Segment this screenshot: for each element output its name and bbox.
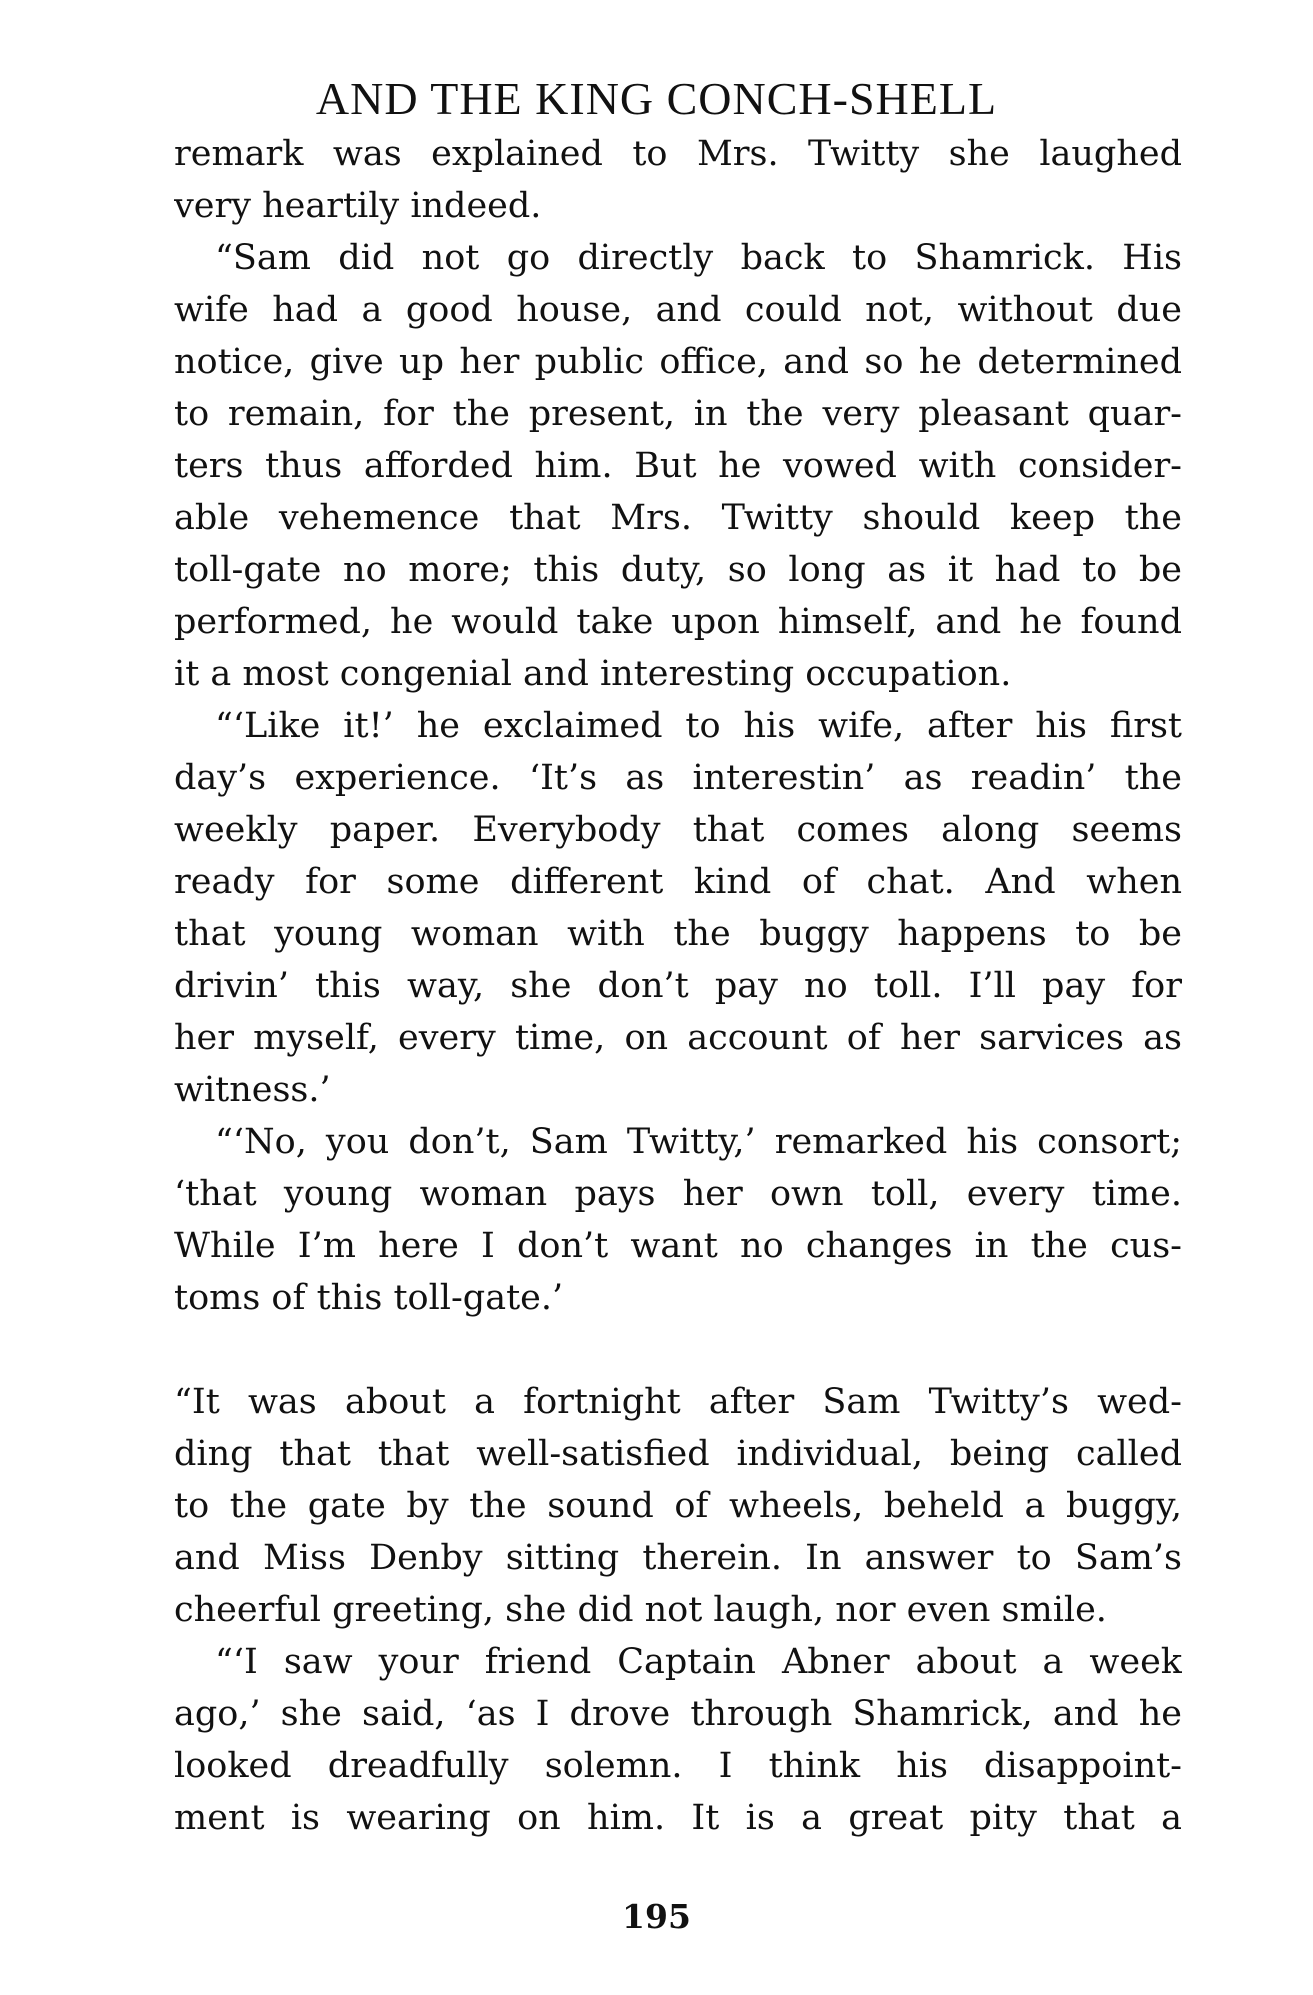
text-line: weekly paper. Everybody that comes along seems	[174, 810, 1182, 850]
text-line: ment is wearing on him. It is a great pity that a	[174, 1798, 1182, 1838]
text-line: While I’m here I don’t want no changes in the cus-	[174, 1226, 1182, 1266]
text-line: “It was about a fortnight after Sam Twitty’s wed-	[174, 1382, 1182, 1422]
text-line: toms of this toll-gate.’	[174, 1278, 564, 1318]
text-line: her myself, every time, on account of her sarvices as	[174, 1018, 1182, 1058]
text-line: “Sam did not go directly back to Shamrick. His	[215, 238, 1182, 278]
text-line: ‘that young woman pays her own toll, every time.	[174, 1174, 1182, 1214]
section-break	[174, 1324, 1182, 1376]
running-head: AND THE KING CONCH-SHELL	[315, 73, 998, 124]
text-line: to the gate by the sound of wheels, beheld a buggy,	[174, 1486, 1182, 1526]
text-line: that young woman with the buggy happens to be	[174, 914, 1182, 954]
text-line: wife had a good house, and could not, without due	[174, 290, 1182, 330]
text-line: witness.’	[174, 1070, 331, 1110]
text-line: it a most congenial and interesting occupation.	[174, 654, 1012, 694]
text-line: and Miss Denby sitting therein. In answer to Sam’s	[174, 1538, 1182, 1578]
text-line: cheerful greeting, she did not laugh, nor even smile.	[174, 1590, 1107, 1630]
text-line: able vehemence that Mrs. Twitty should keep the	[174, 498, 1182, 538]
text-line: to remain, for the present, in the very pleasant quar-	[174, 394, 1182, 434]
text-line: drivin’ this way, she don’t pay no toll. I’ll pay for	[174, 966, 1182, 1006]
text-line: notice, give up her public office, and so he determined	[174, 342, 1182, 382]
text-line: remark was explained to Mrs. Twitty she laughed	[174, 134, 1182, 174]
text-line: very heartily indeed.	[174, 186, 542, 226]
text-line: ago,’ she said, ‘as I drove through Shamrick, and he	[174, 1694, 1182, 1734]
text-line: toll-gate no more; this duty, so long as it had to be	[174, 550, 1182, 590]
text-line: “‘Like it!’ he exclaimed to his wife, after his first	[215, 706, 1182, 746]
text-line: “‘No, you don’t, Sam Twitty,’ remarked his consort;	[215, 1122, 1182, 1162]
text-line: day’s experience. ‘It’s as interestin’ as readin’ the	[174, 758, 1182, 798]
text-line: ters thus afforded him. But he vowed with consider-	[174, 446, 1182, 486]
text-line: “‘I saw your friend Captain Abner about a week	[215, 1642, 1182, 1682]
page-number: 195	[622, 1897, 691, 1936]
text-line: ding that that well-satisfied individual, being called	[174, 1434, 1182, 1474]
text-line: ready for some different kind of chat. And when	[174, 862, 1182, 902]
body-text	[174, 128, 1182, 1844]
text-line: looked dreadfully solemn. I think his disappoint-	[174, 1746, 1182, 1786]
text-line: performed, he would take upon himself, and he found	[174, 602, 1182, 642]
